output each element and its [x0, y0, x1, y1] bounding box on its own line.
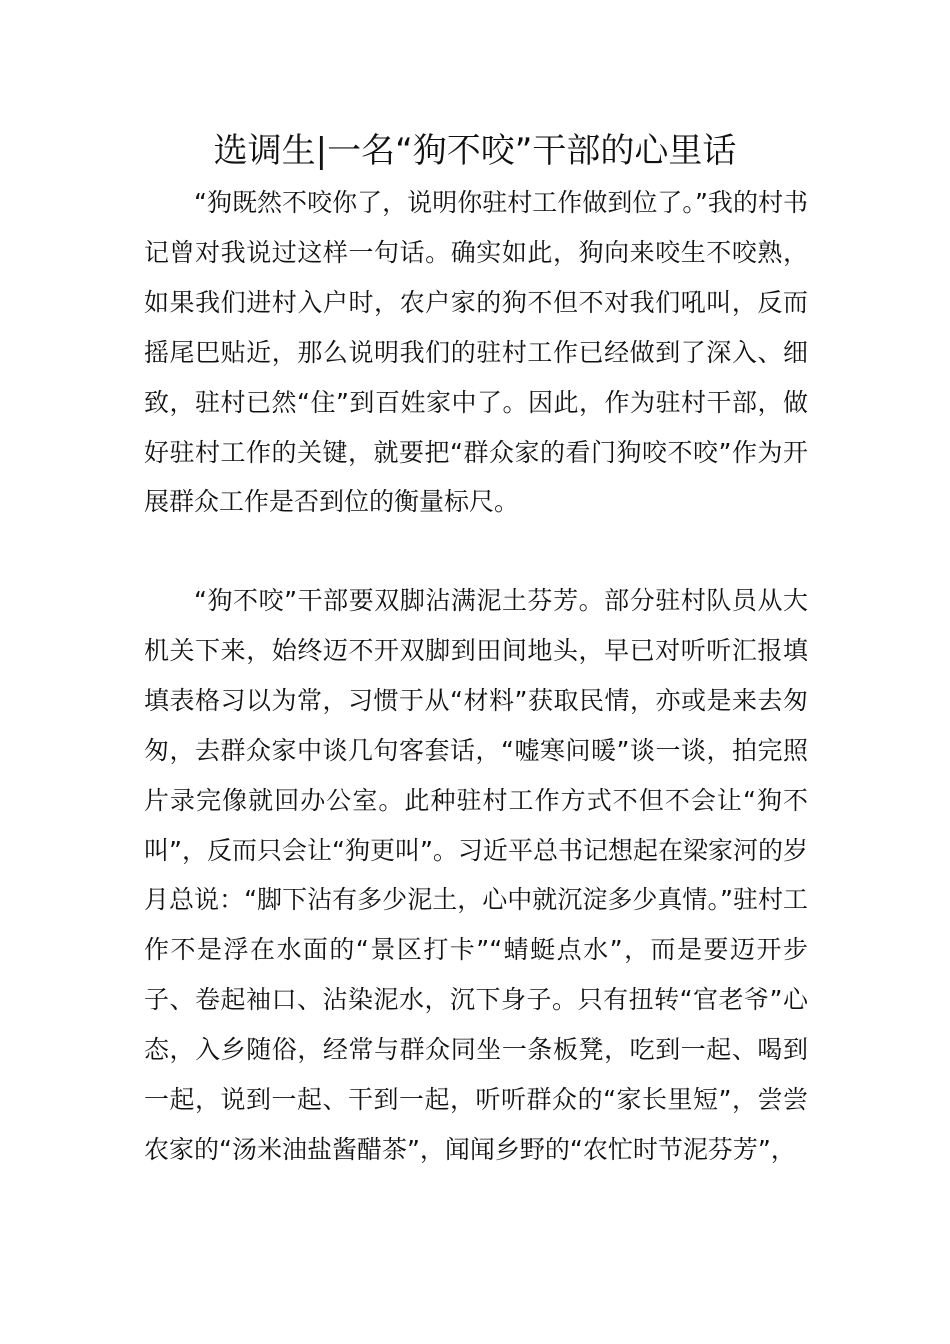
paragraph-2: “狗不咬”干部要双脚沾满泥土芬芳。部分驻村队员从大机关下来，始终迈不开双脚到田间地头，早已对听听汇报填填表格习以为常，习惯于从“材料”获取民情，亦或是来去匆匆，去群众家中谈几句客套话，“嘘寒问暖”谈一谈，拍完照片录完像就回办公室。此种驻村工作方式不但不会让“狗不叫”，反而只会让“狗更叫”。习近平总书记想起在梁家河的岁月总说：“脚下沾有多少泥土，心中就沉淀多少真情。”驻村工作不是浮在水面的“景区打卡”“蜻蜓点水”，而是要迈开步子、卷起袖口、沾染泥水，沉下身子。只有扭转“官老爷”心态，入乡随俗，经常与群众同坐一条板凳，吃到一起、喝到一起，说到一起、干到一起，听听群众的“家长里短”，尝尝农家的“汤米油盐酱醋茶”，闻闻乡野的“农忙时节泥芬芳”，	[144, 586, 808, 1164]
document-title: 选调生|一名“狗不咬”干部的心里话	[213, 131, 737, 171]
paragraph-1: “狗既然不咬你了，说明你驻村工作做到位了。”我的村书记曾对我说过这样一句话。确实如此，狗向来咬生不咬熟，如果我们进村入户时，农户家的狗不但不对我们吼叫，反而摇尾巴贴近，那么说明我们的驻村工作已经做到了深入、细致，驻村已然“住”到百姓家中了。因此，作为驻村干部，做好驻村工作的关键，就要把“群众家的看门狗咬不咬”作为开展群众工作是否到位的衡量标尺。	[144, 188, 808, 517]
